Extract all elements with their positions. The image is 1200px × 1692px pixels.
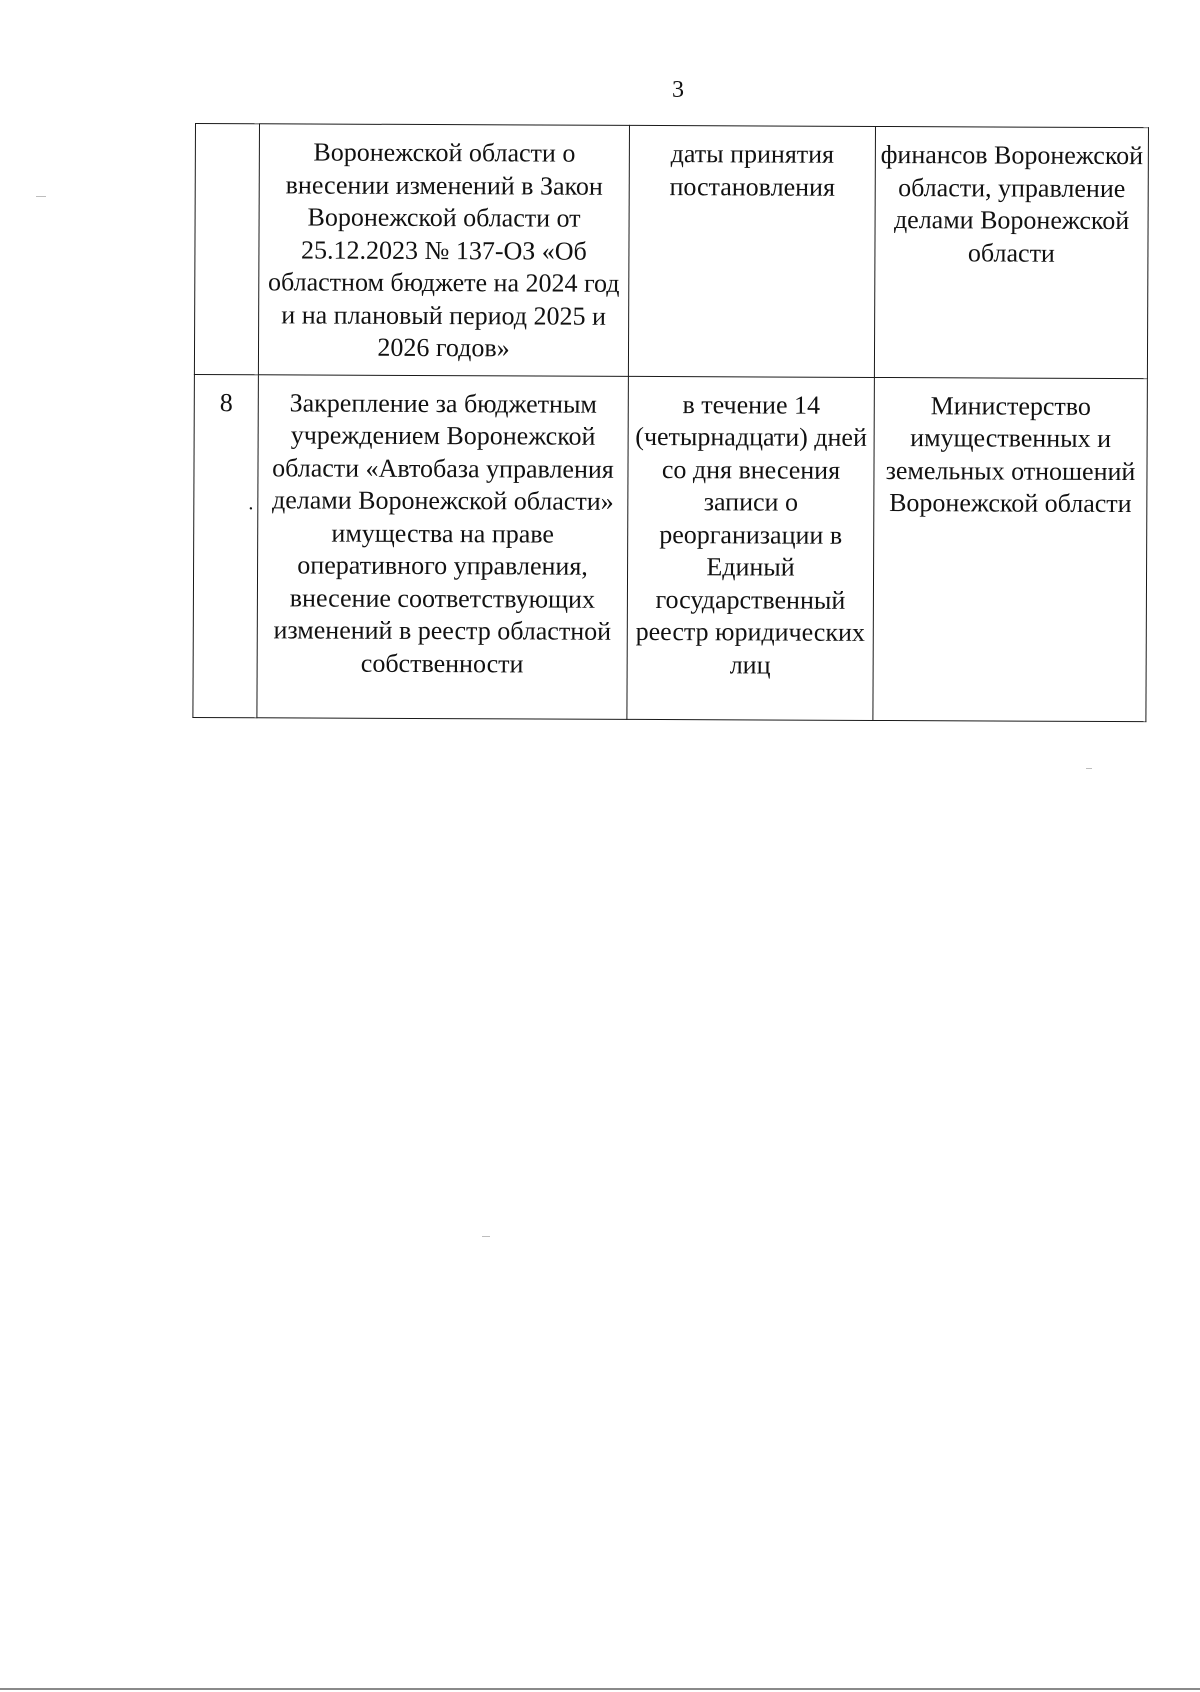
responsible-cell: финансов Воронежской области, управление делами Воронежской области	[874, 126, 1148, 378]
measures-table	[192, 123, 1149, 722]
row-number: 8	[219, 387, 233, 417]
scan-speck	[36, 196, 46, 197]
action-cell: Воронежской области о внесении изменений в Закон Воронежской области от 25.12.2023 № 137-ОЗ «Об областном бюджете на 2024 год и на плановый период 2025 и 2026 годов»	[258, 124, 629, 376]
term-cell: в течение 14 (четырнадцати) дней со дня внесения записи о реорганизации в Единый государственный реестр юридических лиц	[627, 376, 874, 720]
page-number: 3	[672, 77, 684, 103]
scan-bottom-edge	[0, 1688, 1200, 1690]
table-row	[193, 374, 1147, 721]
table-row	[194, 124, 1148, 379]
scan-speck	[1086, 768, 1092, 769]
row-number-marker: .	[248, 491, 254, 514]
row-number-cell	[193, 374, 258, 717]
term-cell: даты принятия постановления	[628, 125, 875, 377]
action-cell: Закрепление за бюджетным учреждением Воронежской области «Автобаза управления делами Воронежской области» имущества на праве оперативного управления, внесение соответствующих изменений в реестр областной собственности	[257, 374, 628, 719]
row-number-cell	[194, 124, 259, 375]
responsible-cell: Министерство имущественных и земельных отношений Воронежской области	[873, 377, 1147, 721]
scan-speck	[482, 1236, 490, 1237]
